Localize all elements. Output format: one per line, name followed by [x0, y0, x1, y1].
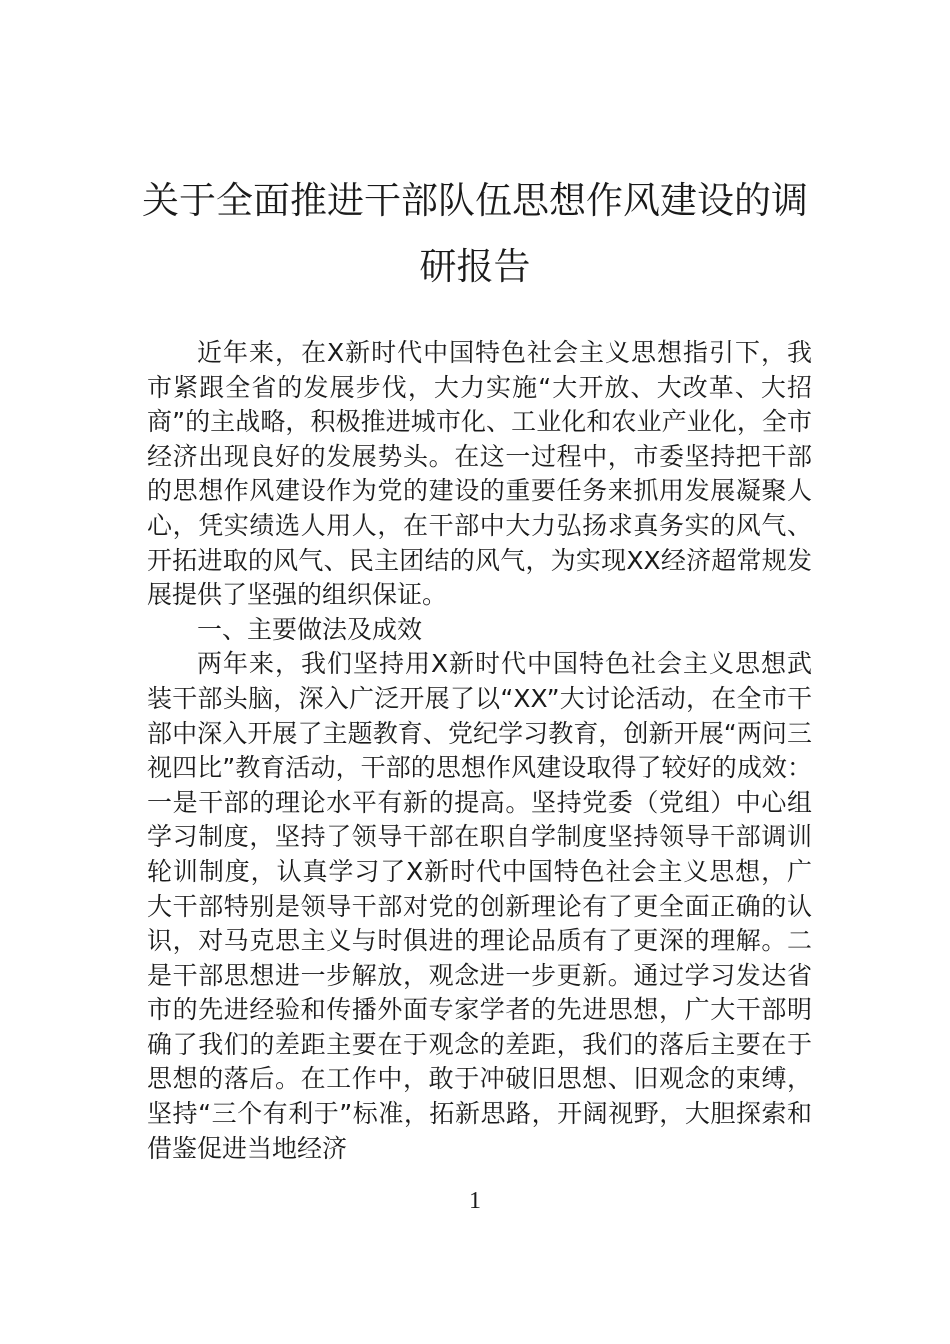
paragraph-practices: 两年来，我们坚持用X新时代中国特色社会主义思想武装干部头脑，深入广泛开展了以“XX”大讨论活动，在全市干部中深入开展了主题教育、党纪学习教育，创新开展“两问三视四比”教育活动，干部的思想作风建设取得了较好的成效：一是干部的理论水平有新的提高。坚持党委（党组）中心组学习制度，坚持了领导干部在职自学制度坚持领导干部调训轮训制度，认真学习了X新时代中国特色社会主义思想，广大干部特别是领导干部对党的创新理论有了更全面正确的认识，对马克思主义与时俱进的理论品质有了更深的理解。二是干部思想进一步解放，观念进一步更新。通过学习发达省市的先进经验和传播外面专家学者的先进思想，广大干部明确了我们的差距主要在于观念的差距，我们的落后主要在于思想的落后。在工作中，敢于冲破旧思想、旧观念的束缚，坚持“三个有利于”标准，拓新思路，开阔视野，大胆探索和借鉴促进当地经济	[147, 649, 812, 1163]
title-line-2: 研报告	[419, 245, 531, 288]
section-heading: 一、主要做法及成效	[197, 614, 423, 644]
document-title	[140, 168, 810, 300]
page-number: 1	[469, 1188, 481, 1214]
document-body	[147, 336, 812, 1166]
paragraph-intro: 近年来，在X新时代中国特色社会主义思想指引下，我市紧跟全省的发展步伐，大力实施“大开放、大改革、大招商”的主战略，积极推进城市化、工业化和农业产业化，全市经济出现良好的发展势头。在这一过程中，市委坚持把干部的思想作风建设作为党的建设的重要任务来抓用发展凝聚人心，凭实绩选人用人，在干部中大力弘扬求真务实的风气、开拓进取的风气、民主团结的风气，为实现XX经济超常规发展提供了坚强的组织保证。	[147, 338, 812, 610]
title-line-1: 关于全面推进干部队伍思想作风建设的调	[142, 179, 808, 222]
